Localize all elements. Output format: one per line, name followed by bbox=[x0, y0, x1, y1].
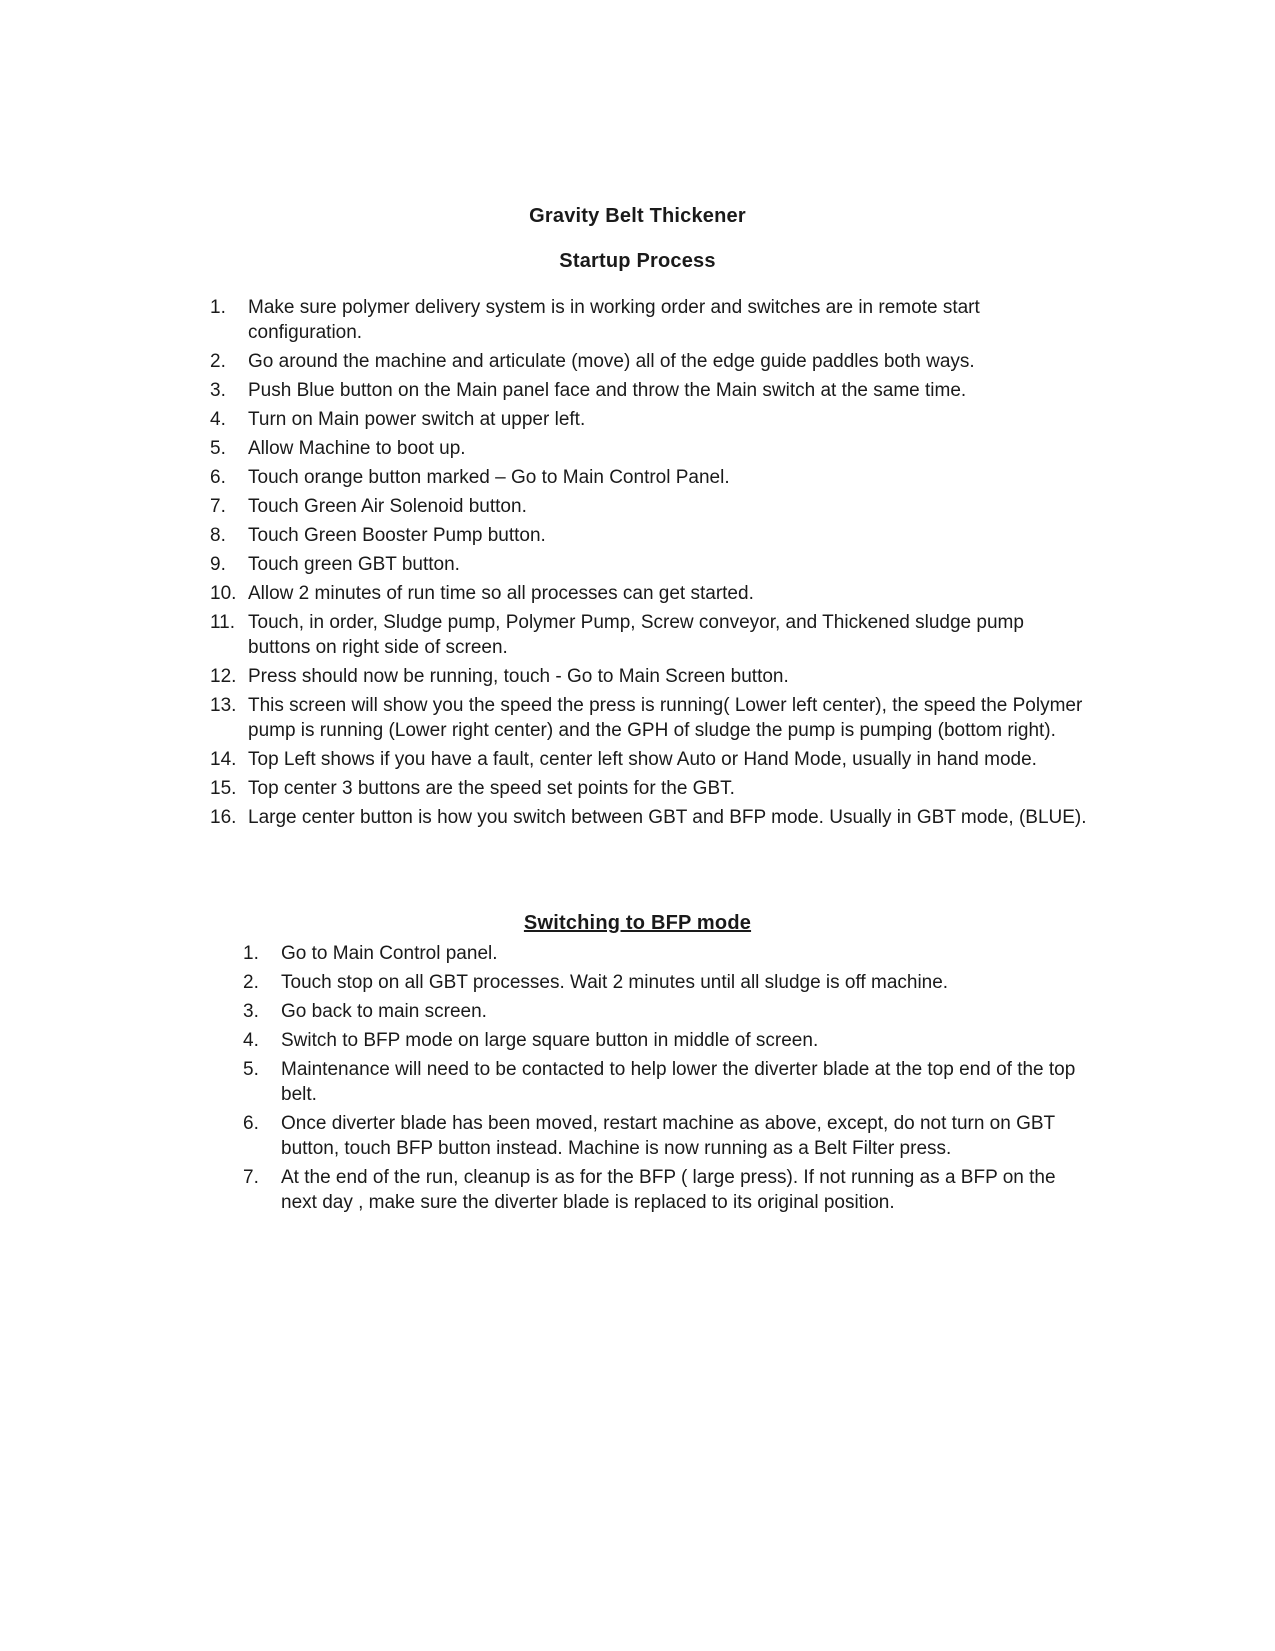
list-item bbox=[243, 999, 1091, 1024]
step-text: Allow 2 minutes of run time so all processes can get started. bbox=[248, 583, 754, 604]
list-item bbox=[243, 1028, 1091, 1053]
list-item bbox=[210, 776, 1088, 801]
step-text: Go back to main screen. bbox=[281, 1001, 487, 1022]
list-item bbox=[210, 581, 1088, 606]
list-item bbox=[210, 378, 1088, 403]
step-number: 9. bbox=[210, 554, 226, 575]
list-item bbox=[210, 523, 1088, 548]
step-text: Touch orange button marked – Go to Main Control Panel. bbox=[248, 467, 730, 488]
step-number: 14. bbox=[210, 749, 237, 770]
step-number: 2. bbox=[243, 972, 259, 993]
step-text: Touch green GBT button. bbox=[248, 554, 460, 575]
step-number: 1. bbox=[210, 297, 226, 318]
list-item bbox=[243, 1057, 1091, 1107]
step-text: Go around the machine and articulate (move) all of the edge guide paddles both ways. bbox=[248, 351, 975, 372]
step-number: 5. bbox=[210, 438, 226, 459]
step-number: 4. bbox=[243, 1030, 259, 1051]
step-number: 7. bbox=[210, 496, 226, 517]
step-text: Top Left shows if you have a fault, center left show Auto or Hand Mode, usually in hand mode. bbox=[248, 749, 1037, 770]
step-text: Touch Green Air Solenoid button. bbox=[248, 496, 527, 517]
step-text: This screen will show you the speed the press is running( Lower left center), the speed the Polymer pump is running (Lower right center) and the GPH of sludge the pump is pumping (bottom right). bbox=[248, 695, 1083, 741]
list-item bbox=[210, 805, 1088, 830]
step-text: Maintenance will need to be contacted to help lower the diverter blade at the top end of the top belt. bbox=[281, 1059, 1076, 1105]
step-text: At the end of the run, cleanup is as for the BFP ( large press). If not running as a BFP on the next day , make sure the diverter blade is replaced to its original position. bbox=[281, 1167, 1056, 1213]
list-item bbox=[243, 1111, 1091, 1161]
list-item bbox=[210, 552, 1088, 577]
step-text: Large center button is how you switch between GBT and BFP mode. Usually in GBT mode, (BLUE). bbox=[248, 807, 1087, 828]
step-text: Press should now be running, touch - Go to Main Screen button. bbox=[248, 666, 789, 687]
step-number: 11. bbox=[210, 612, 236, 633]
list-item bbox=[210, 664, 1088, 689]
step-number: 4. bbox=[210, 409, 226, 430]
step-number: 1. bbox=[243, 943, 259, 964]
list-item bbox=[243, 941, 1091, 966]
step-number: 10. bbox=[210, 583, 237, 604]
step-number: 13. bbox=[210, 695, 237, 716]
startup-steps-list bbox=[210, 295, 1088, 834]
step-text: Touch Green Booster Pump button. bbox=[248, 525, 546, 546]
step-number: 3. bbox=[210, 380, 226, 401]
step-text: Make sure polymer delivery system is in working order and switches are in remote start configuration. bbox=[248, 297, 980, 343]
step-number: 5. bbox=[243, 1059, 259, 1080]
document-title: Gravity Belt Thickener bbox=[529, 205, 746, 227]
step-text: Push Blue button on the Main panel face and throw the Main switch at the same time. bbox=[248, 380, 967, 401]
step-number: 6. bbox=[243, 1113, 259, 1134]
step-text: Touch, in order, Sludge pump, Polymer Pump, Screw conveyor, and Thickened sludge pump buttons on right side of screen. bbox=[248, 612, 1024, 658]
step-text: Once diverter blade has been moved, restart machine as above, except, do not turn on GBT button, touch BFP button instead. Machine is now running as a Belt Filter press. bbox=[281, 1113, 1055, 1159]
list-item bbox=[210, 747, 1088, 772]
step-text: Top center 3 buttons are the speed set points for the GBT. bbox=[248, 778, 735, 799]
step-number: 6. bbox=[210, 467, 226, 488]
step-text: Turn on Main power switch at upper left. bbox=[248, 409, 586, 430]
list-item bbox=[210, 465, 1088, 490]
bfp-steps-list bbox=[243, 941, 1091, 1219]
step-number: 15. bbox=[210, 778, 237, 799]
step-text: Touch stop on all GBT processes. Wait 2 minutes until all sludge is off machine. bbox=[281, 972, 949, 993]
bfp-mode-heading: Switching to BFP mode bbox=[523, 912, 752, 934]
step-number: 3. bbox=[243, 1001, 259, 1022]
step-number: 8. bbox=[210, 525, 226, 546]
step-number: 2. bbox=[210, 351, 226, 372]
list-item bbox=[243, 1165, 1091, 1215]
list-item bbox=[210, 349, 1088, 374]
step-number: 7. bbox=[243, 1167, 259, 1188]
list-item bbox=[210, 295, 1088, 345]
list-item bbox=[210, 407, 1088, 432]
step-number: 12. bbox=[210, 666, 237, 687]
step-number: 16. bbox=[210, 807, 237, 828]
list-item bbox=[210, 436, 1088, 461]
step-text: Allow Machine to boot up. bbox=[248, 438, 466, 459]
step-text: Go to Main Control panel. bbox=[281, 943, 498, 964]
list-item bbox=[210, 494, 1088, 519]
list-item bbox=[210, 693, 1088, 743]
list-item bbox=[243, 970, 1091, 995]
step-text: Switch to BFP mode on large square button in middle of screen. bbox=[281, 1030, 819, 1051]
list-item bbox=[210, 610, 1088, 660]
startup-process-heading: Startup Process bbox=[559, 250, 716, 272]
